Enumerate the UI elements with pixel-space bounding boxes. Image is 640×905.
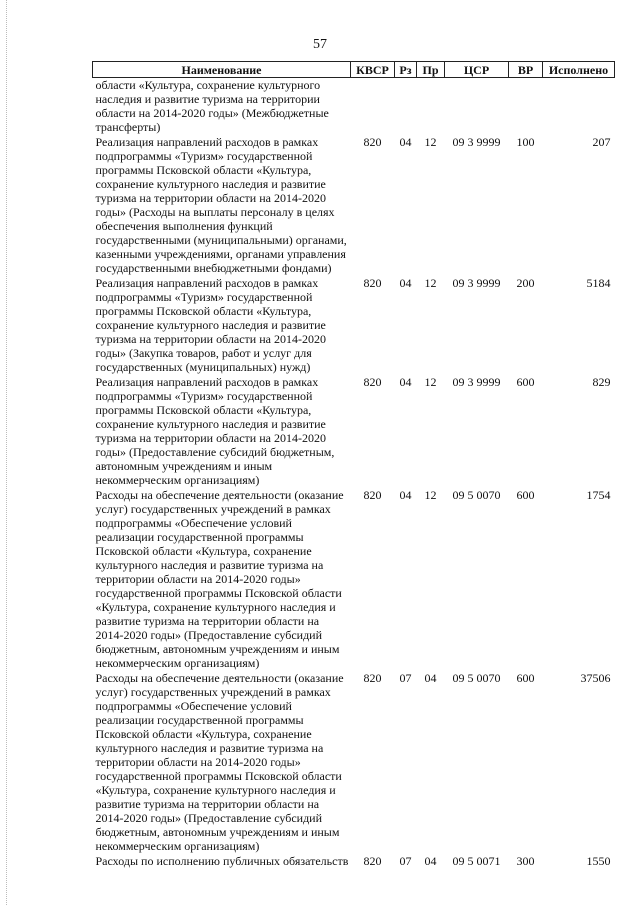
row-name: Реализация направлений расходов в рамках подпрограммы «Туризм» государственной программы Псковской области «Культура, сохранение культурного наследия и развитие туризма на территории области на 2014-2020 годы» (Предоставление субсидий бюджетным, автономным учреждениям и иным некоммерческим организациям) — [95, 375, 335, 487]
row-rz: 04 — [399, 375, 412, 389]
row-csr: 09 5 0070 — [452, 671, 501, 685]
row-vr: 600 — [516, 671, 535, 685]
row-vr: 200 — [516, 276, 535, 290]
row-pr: 12 — [424, 135, 437, 149]
row-done: 5184 — [586, 276, 611, 290]
row-done: 1754 — [586, 488, 611, 502]
row-name: Реализация направлений расходов в рамках подпрограммы «Туризм» государственной программы Псковской области «Культура, сохранение культурного наследия и развитие туризма на территории области на 2014-2020 годы» (Закупка товаров, работ и услуг для государственных (муниципальных) нужд) — [95, 276, 326, 374]
table-row — [93, 853, 615, 868]
row-kvsr: 820 — [363, 671, 382, 685]
row-done: 1550 — [586, 854, 611, 868]
row-vr: 600 — [516, 488, 535, 502]
row-csr: 09 5 0070 — [452, 488, 501, 502]
row-name: Расходы по исполнению публичных обязательств — [95, 854, 349, 868]
row-rz: 07 — [399, 854, 412, 868]
header-vr: ВР — [509, 62, 543, 78]
header-done: Исполнено — [543, 62, 615, 78]
table-row — [93, 134, 615, 275]
table-row — [93, 275, 615, 374]
row-kvsr: 820 — [363, 276, 382, 290]
budget-table — [92, 61, 615, 868]
table-row — [93, 670, 615, 853]
header-pr: Пр — [417, 62, 445, 78]
row-name: Реализация направлений расходов в рамках подпрограммы «Туризм» государственной программы Псковской области «Культура, сохранение культурного наследия и развитие туризма на территории области на 2014-2020 годы» (Расходы на выплаты персоналу в целях обеспечения выполнения функций государственными (муниципальными) органами, казенными учреждениями, органами управления государственными внебюджетными фондами) — [95, 135, 347, 275]
row-csr: 09 3 9999 — [452, 276, 501, 290]
row-kvsr: 820 — [363, 135, 382, 149]
row-name: области «Культура, сохранение культурного наследия и развитие туризма на территории области на 2014-2020 годы» (Межбюджетные трансферты) — [95, 78, 329, 134]
row-rz: 04 — [399, 135, 412, 149]
row-name: Расходы на обеспечение деятельности (оказание услуг) государственных учреждений в рамках подпрограммы «Обеспечение условий реализации государственной программы Псковской области «Культура, сохранение культурного наследия и развитие туризма на территории области на 2014-2020 годы» государственной программы Псковской области «Культура, сохранение культурного наследия и развитие туризма на территории области на 2014-2020 годы» (Предоставление субсидий бюджетным, автономным учреждениям и иным некоммерческим организациям) — [95, 671, 344, 853]
row-pr: 04 — [424, 671, 437, 685]
row-rz: 07 — [399, 671, 412, 685]
row-pr: 12 — [424, 375, 437, 389]
header-name: Наименование — [93, 62, 351, 78]
row-csr: 09 3 9999 — [452, 135, 501, 149]
header-csr: ЦСР — [445, 62, 509, 78]
row-pr: 12 — [424, 488, 437, 502]
page-number: 57 — [313, 37, 327, 52]
row-done: 37506 — [580, 671, 611, 685]
scan-edge — [6, 0, 8, 905]
table-row-continuation — [93, 78, 615, 135]
row-pr: 04 — [424, 854, 437, 868]
header-rz: Рз — [395, 62, 417, 78]
row-done: 207 — [592, 135, 611, 149]
row-vr: 300 — [516, 854, 535, 868]
row-csr: 09 5 0071 — [452, 854, 501, 868]
row-rz: 04 — [399, 276, 412, 290]
row-rz: 04 — [399, 488, 412, 502]
row-vr: 100 — [516, 135, 535, 149]
row-kvsr: 820 — [363, 375, 382, 389]
row-done: 829 — [592, 375, 611, 389]
row-kvsr: 820 — [363, 488, 382, 502]
row-vr: 600 — [516, 375, 535, 389]
row-pr: 12 — [424, 276, 437, 290]
row-csr: 09 3 9999 — [452, 375, 501, 389]
table-header-row — [93, 62, 615, 78]
header-kvsr: КВСР — [351, 62, 395, 78]
table-row — [93, 374, 615, 487]
table-row — [93, 487, 615, 670]
row-kvsr: 820 — [363, 854, 382, 868]
row-name: Расходы на обеспечение деятельности (оказание услуг) государственных учреждений в рамках подпрограммы «Обеспечение условий реализации государственной программы Псковской области «Культура, сохранение культурного наследия и развитие туризма на территории области на 2014-2020 годы» государственной программы Псковской области «Культура, сохранение культурного наследия и развитие туризма на территории области на 2014-2020 годы» (Предоставление субсидий бюджетным, автономным учреждениям и иным некоммерческим организациям) — [95, 488, 344, 670]
